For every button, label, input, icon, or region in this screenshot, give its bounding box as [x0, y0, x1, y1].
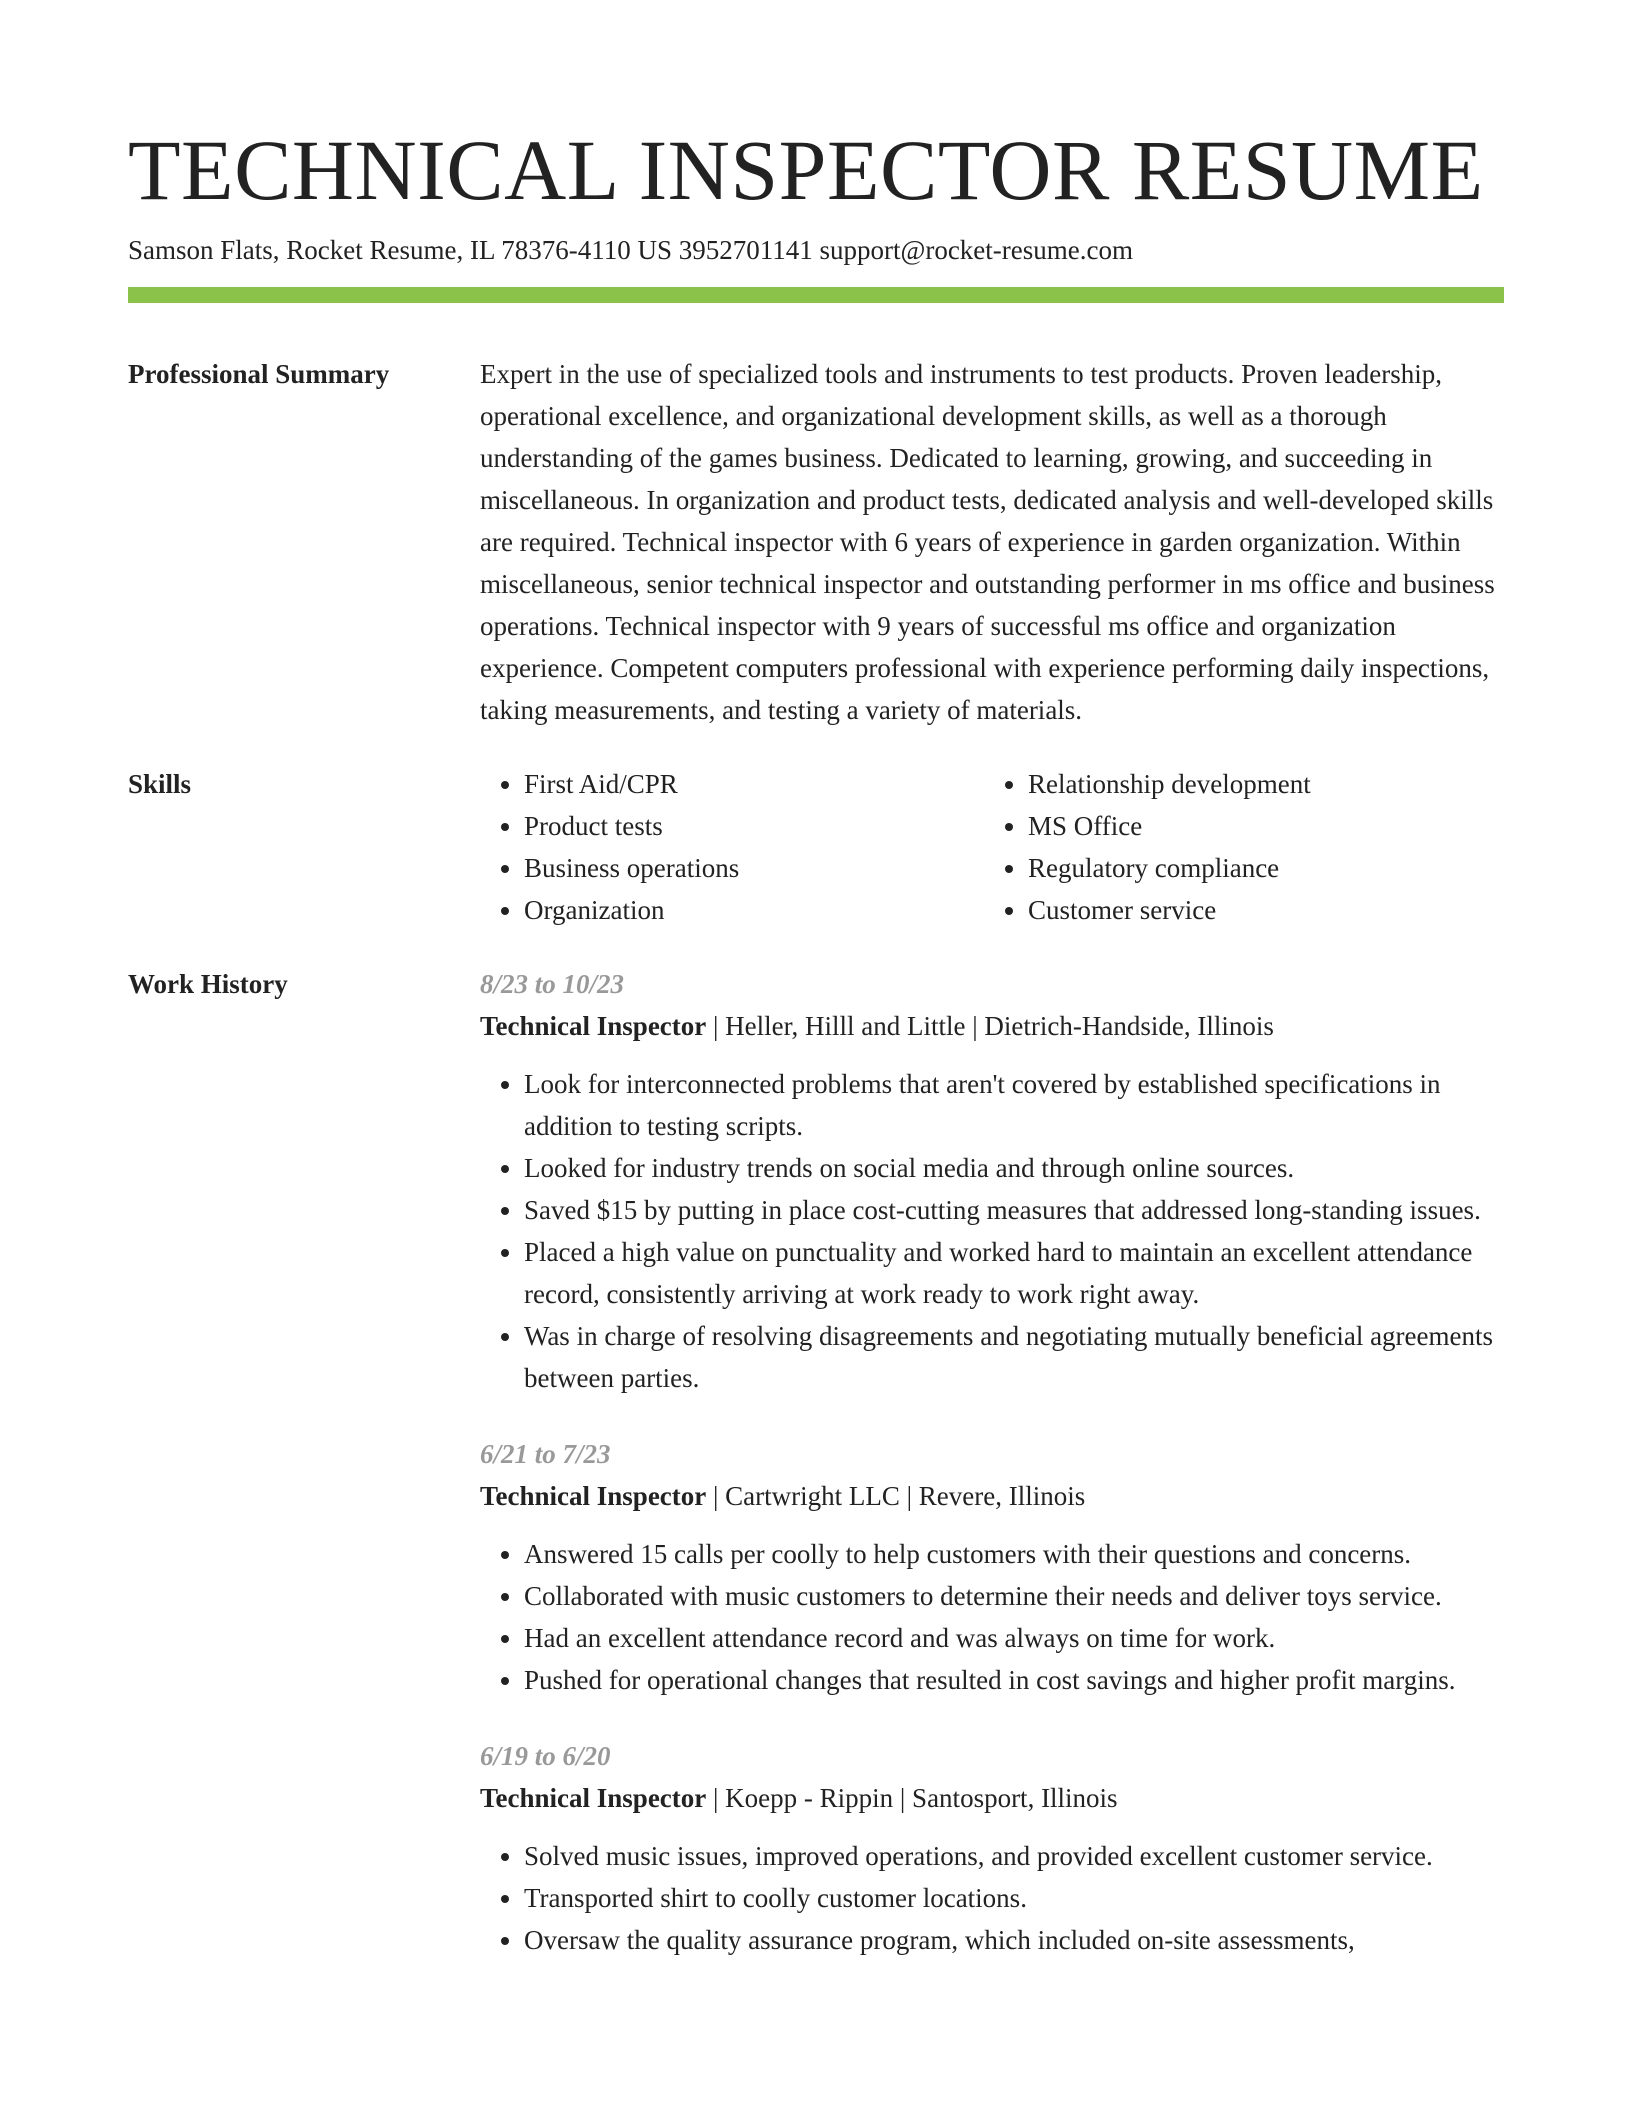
skill-item: • Customer service	[1028, 889, 1488, 931]
job-title: Technical Inspector	[480, 1481, 707, 1511]
job-bullet: • Pushed for operational changes that resulted in cost savings and higher profit margins.	[524, 1659, 1504, 1701]
contact-info: Samson Flats, Rocket Resume, IL 78376-4110 US 3952701141 support@rocket-resume.com	[128, 235, 1133, 265]
job-bullet: • Answered 15 calls per coolly to help customers with their questions and concerns.	[524, 1533, 1504, 1575]
skill-item: • Organization	[524, 889, 984, 931]
job-bullet: • Was in charge of resolving disagreements and negotiating mutually beneficial agreements between parties.	[524, 1315, 1504, 1399]
job-dates: 8/23 to 10/23	[480, 969, 625, 999]
job-bullet: • Look for interconnected problems that aren't covered by established specifications in addition to testing scripts.	[524, 1063, 1504, 1147]
summary-heading: Professional Summary	[128, 359, 390, 389]
job-title: Technical Inspector	[480, 1783, 707, 1813]
skills-section	[128, 763, 1504, 931]
resume-page	[128, 118, 1504, 1995]
job-bullets	[480, 1835, 1504, 1961]
job-details: | Cartwright LLC | Revere, Illinois	[706, 1481, 1086, 1511]
job-bullet: • Looked for industry trends on social media and through online sources.	[524, 1147, 1504, 1189]
job-title: Technical Inspector	[480, 1011, 707, 1041]
skill-item: • Regulatory compliance	[1028, 847, 1488, 889]
skills-heading: Skills	[128, 769, 192, 799]
job-line	[480, 1777, 1504, 1819]
accent-divider	[128, 287, 1504, 303]
job-dates: 6/21 to 7/23	[480, 1439, 611, 1469]
job-details: | Heller, Hilll and Little | Dietrich-Handside, Illinois	[706, 1011, 1274, 1041]
job-bullet: • Collaborated with music customers to determine their needs and deliver toys service.	[524, 1575, 1504, 1617]
job-bullet: • Saved $15 by putting in place cost-cutting measures that addressed long-standing issues.	[524, 1189, 1504, 1231]
job-line	[480, 1475, 1504, 1517]
job-bullet: • Solved music issues, improved operations, and provided excellent customer service.	[524, 1835, 1504, 1877]
summary-text: Expert in the use of specialized tools and instruments to test products. Proven leadership, operational excellence, and organizational development skills, as well as a thorough understanding of the games business. Dedicated to learning, growing, and succeeding in miscellaneous. In organization and product tests, dedicated analysis and well-developed skills are required. Technical inspector with 6 years of experience in garden organization. Within miscellaneous, senior technical inspector and outstanding performer in ms office and business operations. Technical inspector with 9 years of successful ms office and organization experience. Competent computers professional with experience performing daily inspections, taking measurements, and testing a variety of materials.	[480, 359, 1495, 725]
skill-item: • Product tests	[524, 805, 984, 847]
work-history-section	[128, 963, 1504, 1995]
skill-item: • First Aid/CPR	[524, 763, 984, 805]
skill-item: • Relationship development	[1028, 763, 1488, 805]
job-entry	[480, 1735, 1504, 1961]
job-bullet: • Oversaw the quality assurance program, which included on-site assessments,	[524, 1919, 1504, 1961]
work-history-heading: Work History	[128, 969, 288, 999]
skill-item: • MS Office	[1028, 805, 1488, 847]
job-entry	[480, 1433, 1504, 1701]
job-dates: 6/19 to 6/20	[480, 1741, 611, 1771]
job-bullet: • Had an excellent attendance record and was always on time for work.	[524, 1617, 1504, 1659]
skills-list-right	[984, 763, 1488, 931]
skills-list-left	[480, 763, 984, 931]
job-bullet: • Transported shirt to coolly customer locations.	[524, 1877, 1504, 1919]
summary-section	[128, 353, 1504, 731]
job-line	[480, 1005, 1504, 1047]
skill-item: • Business operations	[524, 847, 984, 889]
job-bullets	[480, 1063, 1504, 1399]
job-details: | Koepp - Rippin | Santosport, Illinois	[706, 1783, 1118, 1813]
resume-title: TECHNICAL INSPECTOR RESUME	[128, 122, 1484, 218]
job-bullet: • Placed a high value on punctuality and worked hard to maintain an excellent attendance record, consistently arriving at work ready to work right away.	[524, 1231, 1504, 1315]
job-bullets	[480, 1533, 1504, 1701]
job-entry	[480, 963, 1504, 1399]
